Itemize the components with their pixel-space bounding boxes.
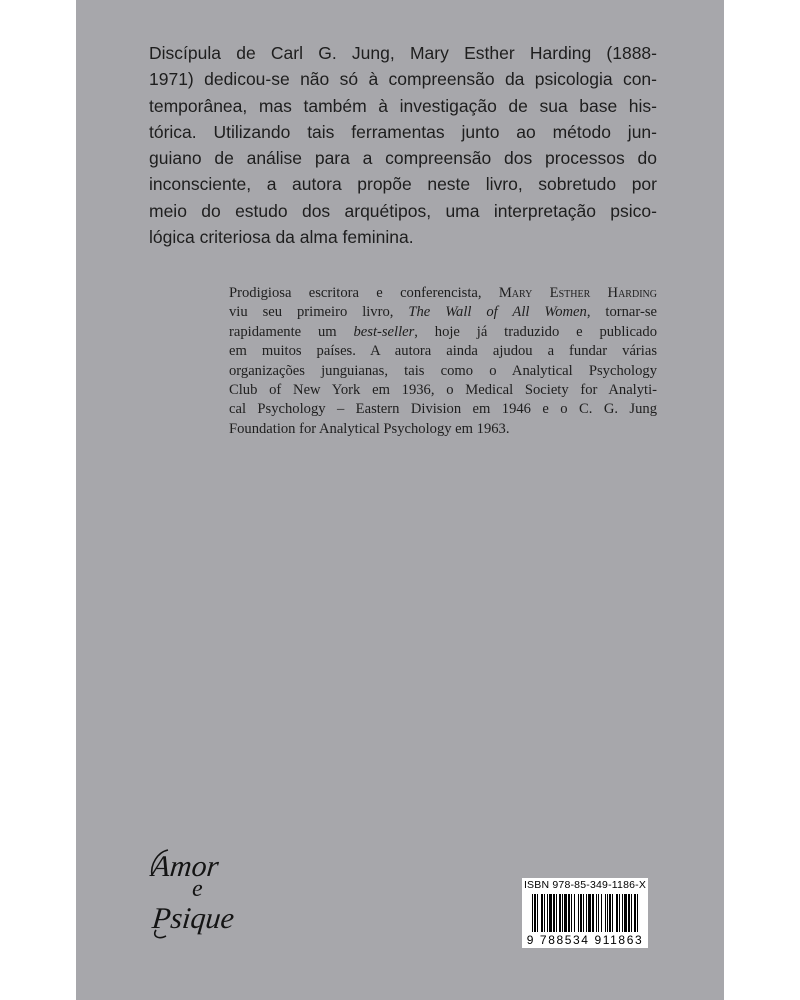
bio-line: organizações junguianas, tais como o Analytical Psychology	[229, 362, 657, 379]
barcode-bar	[583, 894, 584, 932]
bio-text: Prodigiosa escritora e conferencista,	[229, 285, 499, 301]
barcode-bar	[537, 894, 538, 932]
synopsis-line: guiano de análise para a compreensão dos processos do	[149, 148, 657, 169]
barcode-bar	[592, 894, 594, 932]
barcode-bar	[559, 894, 561, 932]
synopsis-paragraph	[149, 40, 657, 250]
barcode-bar	[596, 894, 597, 932]
bio-line	[229, 303, 657, 322]
book-title: The Wall of All Women	[408, 304, 587, 321]
barcode-bar	[578, 894, 579, 932]
barcode-bar	[598, 894, 599, 932]
bio-line: em muitos países. A autora ainda ajudou a fundar várias	[229, 343, 657, 360]
barcode-bar	[532, 894, 533, 932]
barcode-bar	[588, 894, 591, 932]
barcode-bar	[564, 894, 567, 932]
bestseller-term: best-seller	[353, 323, 415, 340]
barcode-bar	[553, 894, 555, 932]
barcode-bar	[556, 894, 557, 932]
barcode-bar	[534, 894, 536, 932]
barcode-bar	[562, 894, 563, 932]
bio-line	[229, 323, 657, 342]
synopsis-line: temporânea, mas também à investigação de sua base his-	[149, 95, 657, 116]
barcode-bar	[637, 894, 638, 932]
synopsis-line: lógica criteriosa da alma feminina.	[149, 227, 414, 248]
synopsis-line: 1971) dedicou-se não só à compreensão da psicologia con-	[149, 69, 657, 90]
synopsis-line: meio do estudo dos arquétipos, uma interpretação psico-	[149, 200, 657, 221]
barcode-bar	[571, 894, 572, 932]
barcode-bar	[601, 894, 602, 932]
bio-line	[229, 284, 657, 303]
bio-text: rapidamente um	[229, 323, 354, 340]
barcode-bar	[612, 894, 613, 932]
ean-digits: 9 788534 911863	[526, 933, 644, 947]
synopsis-line: inconsciente, a autora propõe neste livro, sobretudo por	[149, 174, 657, 195]
barcode-bar	[631, 894, 632, 932]
bio-text: , hoje já traduzido e publicado	[414, 323, 657, 340]
publisher-logo	[148, 846, 256, 942]
barcode-bar	[607, 894, 608, 932]
logo-word-e: e	[192, 876, 203, 902]
barcode-bar	[609, 894, 611, 932]
barcode-bar	[622, 894, 623, 932]
synopsis-line: tórica. Utilizando tais ferramentas junto ao método jun-	[149, 121, 657, 142]
barcode-bar	[616, 894, 618, 932]
barcode-bar	[549, 894, 552, 932]
barcode-bar	[547, 894, 548, 932]
barcode-bar	[634, 894, 636, 932]
barcode-bar	[544, 894, 545, 932]
barcode-bar	[580, 894, 582, 932]
isbn-label: ISBN 978-85-349-1186-X	[523, 879, 647, 891]
barcode-bar	[541, 894, 543, 932]
bio-text: , tornar-se	[586, 304, 657, 321]
barcode-bar	[586, 894, 587, 932]
bio-line: Foundation for Analytical Psychology em 1963.	[229, 420, 510, 437]
logo-word-psique: Psique	[150, 901, 236, 935]
logo-word-amor: Amor	[150, 849, 221, 883]
bio-line: cal Psychology – Eastern Division em 1946 e o C. G. Jung	[229, 401, 657, 418]
barcode-bar	[624, 894, 627, 932]
isbn-barcode	[522, 878, 648, 948]
bio-text: viu seu primeiro livro,	[229, 304, 409, 321]
barcode-bar	[619, 894, 620, 932]
author-name: Mary Esther Harding	[498, 285, 657, 301]
synopsis-line: Discípula de Carl G. Jung, Mary Esther Harding (1888-	[149, 43, 657, 63]
author-bio-paragraph	[229, 284, 657, 439]
barcode-bar	[568, 894, 570, 932]
barcode-bar	[574, 894, 575, 932]
bio-line: Club of New York em 1936, o Medical Society for Analyti-	[229, 382, 657, 399]
barcode-bar	[605, 894, 606, 932]
barcode-bar	[628, 894, 630, 932]
